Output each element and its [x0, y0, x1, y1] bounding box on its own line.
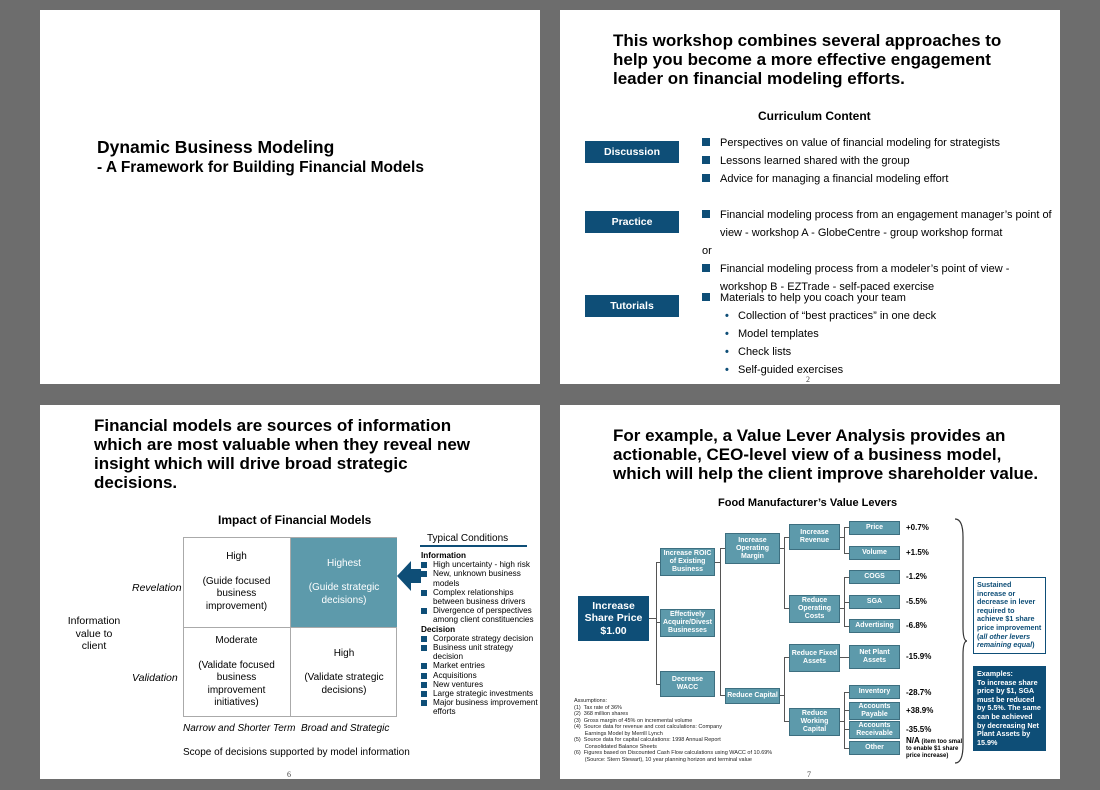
list-subitem: • Check lists [702, 343, 1057, 361]
tree-title: Food Manufacturer’s Value Levers [718, 497, 898, 509]
node-operating-margin: Increase Operating Margin [725, 533, 780, 564]
row-label-validation: Validation [132, 672, 178, 684]
slide-1-title [97, 136, 517, 178]
cell-top-left [183, 537, 290, 627]
brace-icon [953, 517, 967, 765]
row-label-revelation: Revelation [132, 582, 182, 594]
list-item: New ventures [421, 680, 538, 689]
value-inventory: -28.7% [906, 688, 932, 697]
assumptions-title: Assumptions: [574, 698, 608, 704]
node-reduce-capital: Reduce Capital [725, 688, 780, 704]
page-number: 6 [287, 770, 291, 779]
leaf-other: Other [849, 741, 900, 755]
slide-4-title: For example, a Value Lever Analysis provides an actionable, CEO-level view of a business model, which will help the client improve shareholder value. [613, 426, 1039, 483]
conditions-rule [420, 545, 527, 547]
matrix-title: Impact of Financial Models [218, 513, 372, 527]
decision-header: Decision [421, 624, 456, 634]
cell-level: High [226, 551, 247, 562]
conditions-title: Typical Conditions [427, 533, 509, 544]
sustained-close: ) [1032, 640, 1035, 650]
leaf-cogs: COGS [849, 570, 900, 584]
node-reduce-fixed-assets: Reduce Fixed Assets [789, 644, 840, 672]
list-subitem: • Self-guided exercises [702, 361, 1057, 379]
connector-line [840, 657, 849, 658]
sustained-note [973, 577, 1046, 654]
leaf-advertising: Advertising [849, 619, 900, 633]
practice-label: Practice [585, 211, 679, 233]
cell-level: Highest [327, 557, 361, 569]
leaf-accounts-receivable: Accounts Receivable [849, 721, 900, 739]
connector-line [844, 527, 845, 554]
slide-2 [560, 10, 1060, 384]
slide-1 [40, 10, 540, 384]
discussion-label: Discussion [585, 141, 679, 163]
node-increase-roic: Increase ROIC of Existing Business [660, 548, 715, 576]
value-accounts-receivable: -35.5% [906, 725, 932, 734]
value-advertising: -6.8% [906, 621, 927, 630]
value-cogs: -1.2% [906, 572, 927, 581]
na-label: N/A [906, 736, 920, 745]
slide-4 [560, 405, 1060, 779]
node-decrease-wacc: Decrease WACC [660, 671, 715, 697]
leaf-net-plant-assets: Net Plant Assets [849, 645, 900, 669]
list-item: Lessons learned shared with the group [702, 152, 1057, 170]
assumptions [574, 698, 789, 763]
list-item: Business unit strategy decision [421, 643, 538, 661]
curriculum-subtitle: Curriculum Content [758, 109, 871, 123]
assumption-line: (1) Tax rate of 36% [574, 704, 622, 711]
tutorials-list [702, 289, 1057, 379]
list-item: Perspectives on value of financial modeling for strategists [702, 134, 1057, 152]
slide-3 [40, 405, 540, 779]
value-net-plant-assets: -15.9% [906, 652, 932, 661]
assumption-line: (2) 368 million shares [574, 711, 629, 717]
cell-desc: (Validate focused business improvement initiatives) [198, 659, 275, 709]
sustained-emphasis: all other levers remaining equal [977, 631, 1033, 650]
practice-or: or [702, 245, 712, 257]
slide-1-title-line2: - A Framework for Building Financial Models [97, 159, 424, 176]
assumption-line: (6) Figures based on Discounted Cash Flow calculations using WACC of 10.69% [574, 750, 773, 756]
assumption-line: (Source: Stern Stewart), 10 year planning horizon and terminal value [574, 756, 752, 763]
list-item: Advice for managing a financial modeling effort [702, 170, 1057, 188]
assumption-line: (4) Source data for revenue and cost calculations: Company [574, 724, 722, 730]
cell-top-right [291, 538, 397, 627]
leaf-accounts-payable: Accounts Payable [849, 702, 900, 720]
cell-bottom-left [183, 628, 290, 717]
node-increase-revenue: Increase Revenue [789, 524, 840, 550]
list-item: Large strategic investments [421, 689, 538, 698]
list-item: Market entries [421, 661, 538, 670]
connector-line [784, 537, 785, 609]
page-number: 7 [807, 770, 811, 779]
list-item: Complex relationships between business drivers [421, 588, 538, 606]
root-node: Increase Share Price $1.00 [578, 596, 649, 641]
connector-line [720, 548, 721, 696]
col-label-broad: Broad and Strategic [301, 723, 390, 734]
value-price: +0.7% [906, 523, 929, 532]
leaf-inventory: Inventory [849, 685, 900, 699]
col-label-narrow: Narrow and Shorter Term [183, 723, 296, 734]
discussion-list [702, 134, 1057, 188]
x-axis-label: Scope of decisions supported by model information [183, 747, 410, 758]
practice-list [702, 206, 1057, 296]
slide-2-title: This workshop combines several approaches to help you become a more effective engagement leader on financial modeling efforts. [613, 31, 1002, 88]
cell-desc: (Guide focused business improvement) [202, 575, 271, 612]
cell-level: High [333, 647, 355, 659]
arrow-icon [397, 561, 421, 591]
slide-3-title: Financial models are sources of information which are most valuable when they reveal new insight which will drive broad strategic decisions. [94, 416, 471, 492]
connector-line [844, 692, 845, 749]
list-item: Major business improvement efforts [421, 698, 538, 716]
list-subitem: • Model templates [702, 325, 1057, 343]
node-reduce-operating-costs: Reduce Operating Costs [789, 595, 840, 623]
cell-desc: (Guide strategic decisions) [308, 582, 380, 606]
leaf-sga: SGA [849, 595, 900, 609]
conditions-list [421, 551, 538, 717]
node-reduce-working-capital: Reduce Working Capital [789, 708, 840, 736]
assumption-line: Consolidated Balance Sheets [574, 743, 657, 750]
list-subitem: • Collection of “best practices” in one deck [702, 307, 1057, 325]
tutorials-label: Tutorials [585, 295, 679, 317]
connector-line [656, 562, 657, 685]
value-sga: -5.5% [906, 597, 927, 606]
information-header: Information [421, 551, 467, 560]
assumption-line: (3) Gross margin of 45% on incremental volume [574, 717, 693, 724]
value-accounts-payable: +38.9% [906, 706, 934, 715]
page-number: 2 [806, 375, 810, 384]
y-axis-label: Information value to client [67, 615, 121, 652]
list-item: Acquisitions [421, 671, 538, 680]
assumption-line: (5) Source data for capital calculations: 1998 Annual Report [574, 737, 721, 743]
list-item: Materials to help you coach your team [702, 289, 1057, 307]
sustained-text: Sustained increase or decrease in lever required to achieve $1 share price improvement ( [977, 580, 1042, 641]
leaf-volume: Volume [849, 546, 900, 560]
node-acquire-divest: Effectively Acquire/Divest Businesses [660, 609, 715, 637]
list-item: Financial modeling process from an engagement manager’s point of view - workshop A - GlobeCentre - group workshop format [702, 206, 1057, 242]
value-volume: +1.5% [906, 548, 929, 557]
cell-bottom-right [291, 628, 397, 717]
cell-level: Moderate [215, 635, 258, 647]
list-item: High uncertainty - high risk [421, 560, 538, 569]
examples-title: Examples: [977, 669, 1013, 678]
list-item: Divergence of perspectives among client constituencies [421, 606, 538, 624]
list-item: Corporate strategy decision [421, 634, 538, 643]
assumption-line: Earnings Model by Merrill Lynch [574, 730, 663, 737]
na-note: (item too small to enable $1 share price increase) [906, 739, 964, 759]
examples-box [973, 666, 1046, 751]
examples-text: To increase share price by $1, SGA must be reduced by 5.5%. The same can be achieved by decreasing Net Plant Assets by 15.9% [977, 677, 1041, 747]
leaf-price: Price [849, 521, 900, 535]
cell-desc: (Validate strategic decisions) [304, 672, 384, 696]
slide-1-title-line1: Dynamic Business Modeling [97, 137, 335, 157]
list-item: Financial modeling process from a modeler’s point of view - workshop B - EZTrade - self-paced exercise [702, 260, 1057, 296]
list-item: New, unknown business models [421, 569, 538, 587]
